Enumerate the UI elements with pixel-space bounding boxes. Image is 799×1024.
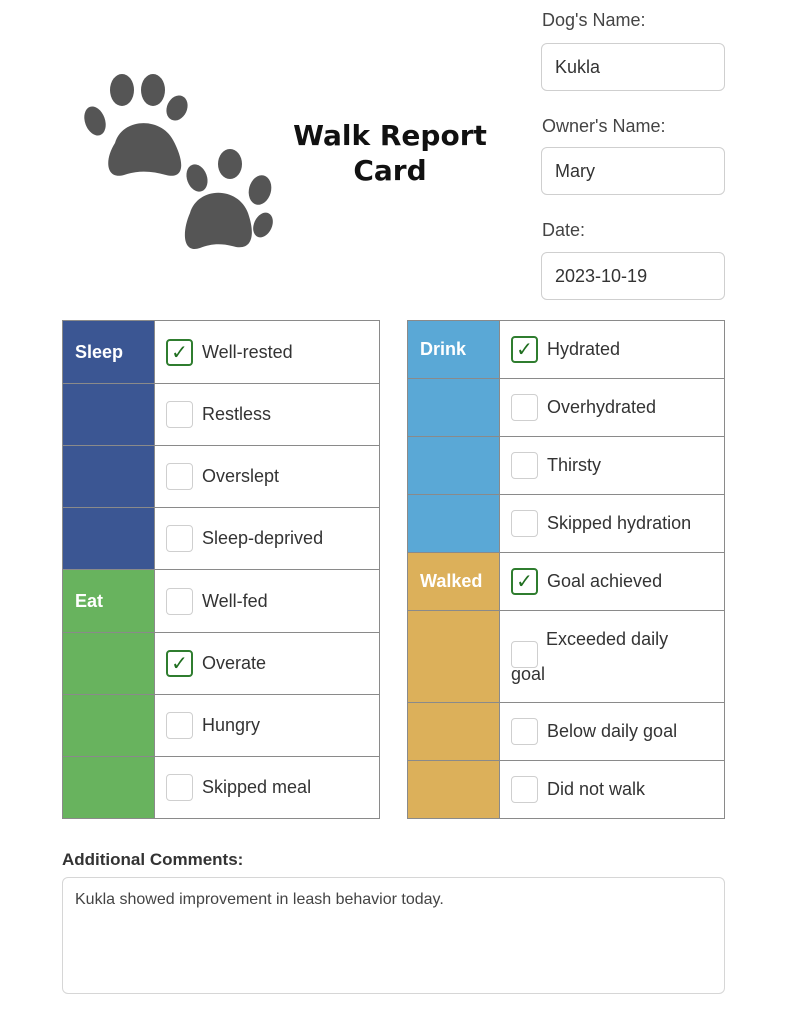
category-sleep-fill [63,446,155,508]
checkbox[interactable] [511,452,538,479]
checkbox[interactable] [166,401,193,428]
option-sleep-deprived[interactable] [155,508,380,570]
option-skipped-meal[interactable] [155,757,380,819]
checkbox[interactable] [166,463,193,490]
checkbox-checked[interactable] [166,339,193,366]
checkbox[interactable] [166,588,193,615]
option-label: Well-fed [202,590,268,611]
category-drink: Drink [408,321,500,379]
option-label: Skipped meal [202,777,312,797]
option-label: Overate [202,653,267,673]
comments-label: Additional Comments: [62,850,244,869]
category-drink-fill [408,495,500,553]
checkmark-icon: ✓ [171,341,188,364]
option-label: Skipped hydration [547,513,692,533]
option-label: Below daily goal [547,721,678,741]
category-walked-fill [408,703,500,761]
category-walked: Walked [408,553,500,611]
paw-prints-icon [80,68,280,258]
option-overslept[interactable] [155,446,380,508]
option-thirsty[interactable] [500,437,725,495]
option-label-line-2: goal [511,664,546,684]
option-label: Hydrated [547,339,621,359]
checkbox[interactable] [511,776,538,803]
option-label-line-1: Exceeded daily [546,629,669,649]
option-label: Thirsty [547,455,601,475]
option-label: Overhydrated [547,397,657,417]
checkbox[interactable] [511,394,538,421]
checkmark-icon: ✓ [516,339,533,361]
comments-textarea[interactable]: Kukla showed improvement in leash behavior today. [62,877,725,994]
option-did-not-walk[interactable] [500,761,725,819]
checkbox[interactable] [166,712,193,739]
date-label: Date: [542,220,586,240]
option-skipped-hydration[interactable] [500,495,725,553]
option-label: Overslept [202,466,280,486]
category-eat-fill [63,695,155,757]
option-label: Did not walk [547,779,646,799]
title-line-1: Walk Report [293,119,487,152]
dog-name-input[interactable] [541,43,725,91]
category-eat-fill [63,757,155,819]
option-overhydrated[interactable] [500,379,725,437]
option-overate[interactable] [155,633,380,695]
option-label: Sleep-deprived [202,528,324,548]
option-hungry[interactable] [155,695,380,757]
category-sleep-fill [63,384,155,446]
dog-name-label: Dog's Name: [542,10,646,30]
page-title [290,118,490,188]
category-walked-fill [408,761,500,819]
drink-walked-table [407,320,725,819]
option-below-daily-goal[interactable] [500,703,725,761]
owner-name-input[interactable] [541,147,725,195]
category-sleep-fill [63,508,155,570]
option-label: Hungry [202,715,261,735]
checkbox[interactable] [166,774,193,801]
sleep-eat-table [62,320,380,819]
checkbox-checked[interactable] [511,336,538,363]
category-eat: Eat [63,570,155,633]
checkbox[interactable] [166,525,193,552]
option-well-fed[interactable] [155,570,380,633]
option-well-rested[interactable] [155,321,380,384]
checkbox-checked[interactable] [166,650,193,677]
option-label: Restless [202,404,272,424]
category-drink-fill [408,379,500,437]
option-hydrated[interactable] [500,321,725,379]
checkbox[interactable] [511,718,538,745]
title-line-2: Card [353,154,427,187]
checkmark-icon: ✓ [516,571,533,593]
option-exceeded-daily-goal[interactable] [500,611,725,703]
category-eat-fill [63,633,155,695]
checkbox-checked[interactable] [511,568,538,595]
category-sleep: Sleep [63,321,155,384]
category-drink-fill [408,437,500,495]
option-label: Goal achieved [547,571,663,591]
option-goal-achieved[interactable] [500,553,725,611]
owner-name-label: Owner's Name: [542,116,666,136]
date-input[interactable] [541,252,725,300]
category-walked-fill [408,611,500,703]
option-restless[interactable] [155,384,380,446]
checkbox[interactable] [511,510,538,537]
checkmark-icon: ✓ [171,653,188,675]
option-label: Well-rested [202,341,293,362]
